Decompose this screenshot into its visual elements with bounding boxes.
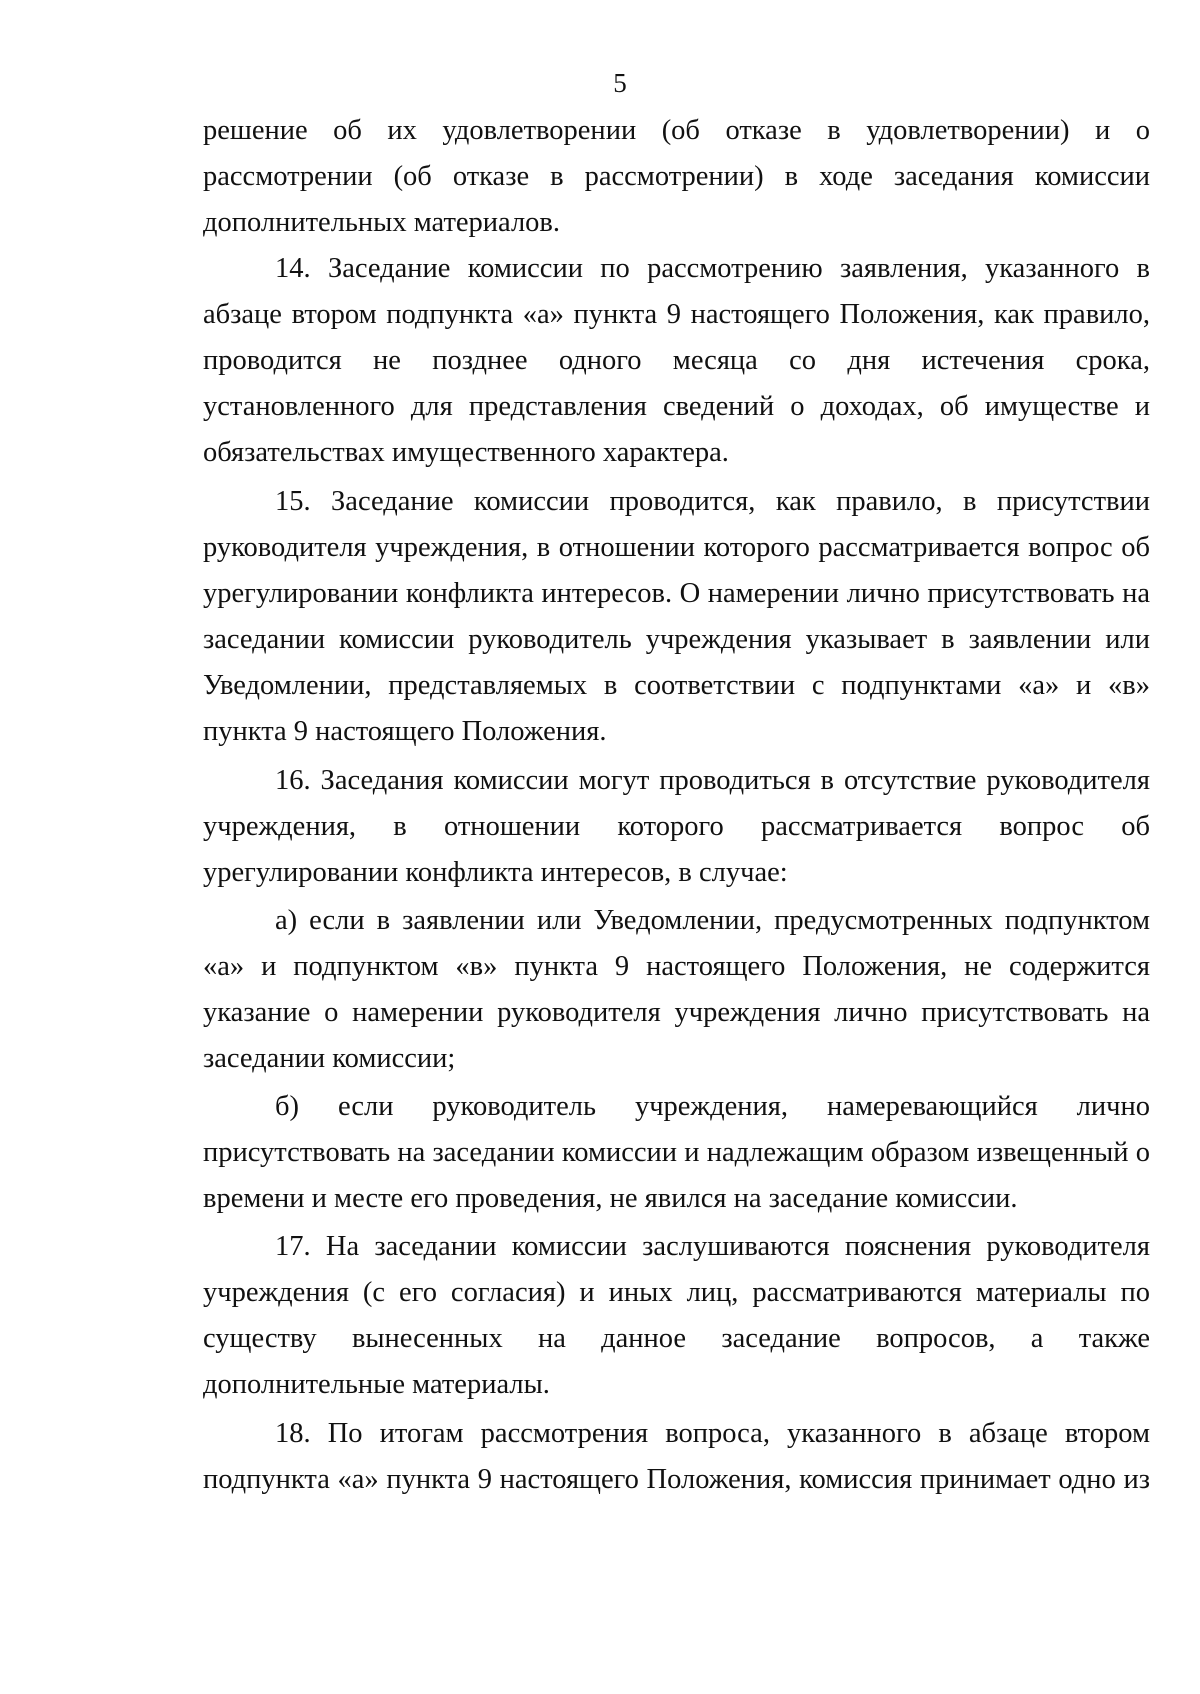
- text-line: присутствовать на заседании комиссии и надлежащим образом извещенный о: [203, 1137, 1150, 1168]
- text-line: дополнительные материалы.: [203, 1369, 550, 1400]
- text-line: «а» и подпунктом «в» пункта 9 настоящего Положения, не содержится: [203, 951, 1150, 982]
- text-line: 15. Заседание комиссии проводится, как правило, в присутствии: [275, 486, 1150, 517]
- text-line: б) если руководитель учреждения, намеревающийся лично: [275, 1091, 1150, 1122]
- text-line: дополнительных материалов.: [203, 207, 561, 238]
- text-line: существу вынесенных на данное заседание вопросов, а также: [203, 1323, 1150, 1354]
- text-line: урегулировании конфликта интересов. О намерении лично присутствовать на: [203, 578, 1150, 609]
- text-line: абзаце втором подпункта «а» пункта 9 настоящего Положения, как правило,: [203, 299, 1150, 330]
- text-line: учреждения (с его согласия) и иных лиц, рассматриваются материалы по: [203, 1277, 1150, 1308]
- text-line: времени и месте его проведения, не явился на заседание комиссии.: [203, 1183, 1018, 1214]
- text-line: рассмотрении (об отказе в рассмотрении) в ходе заседания комиссии: [203, 161, 1150, 192]
- text-line: установленного для представления сведений о доходах, об имуществе и: [203, 391, 1150, 422]
- text-line: указание о намерении руководителя учреждения лично присутствовать на: [203, 997, 1150, 1028]
- text-line: 18. По итогам рассмотрения вопроса, указанного в абзаце втором: [275, 1418, 1150, 1449]
- text-line: 17. На заседании комиссии заслушиваются пояснения руководителя: [275, 1231, 1150, 1262]
- text-line: решение об их удовлетворении (об отказе в удовлетворении) и о: [203, 115, 1150, 146]
- text-line: подпункта «а» пункта 9 настоящего Положения, комиссия принимает одно из: [203, 1464, 1150, 1495]
- text-line: а) если в заявлении или Уведомлении, предусмотренных подпунктом: [275, 905, 1150, 936]
- text-line: заседании комиссии руководитель учреждения указывает в заявлении или: [203, 624, 1150, 655]
- text-line: 16. Заседания комиссии могут проводиться в отсутствие руководителя: [275, 765, 1150, 796]
- text-line: проводится не позднее одного месяца со дня истечения срока,: [203, 345, 1150, 376]
- text-line: Уведомлении, представляемых в соответствии с подпунктами «а» и «в»: [203, 670, 1150, 701]
- text-line: пункта 9 настоящего Положения.: [203, 716, 607, 747]
- text-line: обязательствах имущественного характера.: [203, 437, 729, 468]
- text-line: руководителя учреждения, в отношении которого рассматривается вопрос об: [203, 532, 1150, 563]
- text-line: учреждения, в отношении которого рассматривается вопрос об: [203, 811, 1150, 842]
- text-line: заседании комиссии;: [203, 1043, 456, 1074]
- text-line: урегулировании конфликта интересов, в случае:: [203, 857, 788, 888]
- page-number: 5: [613, 68, 627, 98]
- text-line: 14. Заседание комиссии по рассмотрению заявления, указанного в: [275, 253, 1150, 284]
